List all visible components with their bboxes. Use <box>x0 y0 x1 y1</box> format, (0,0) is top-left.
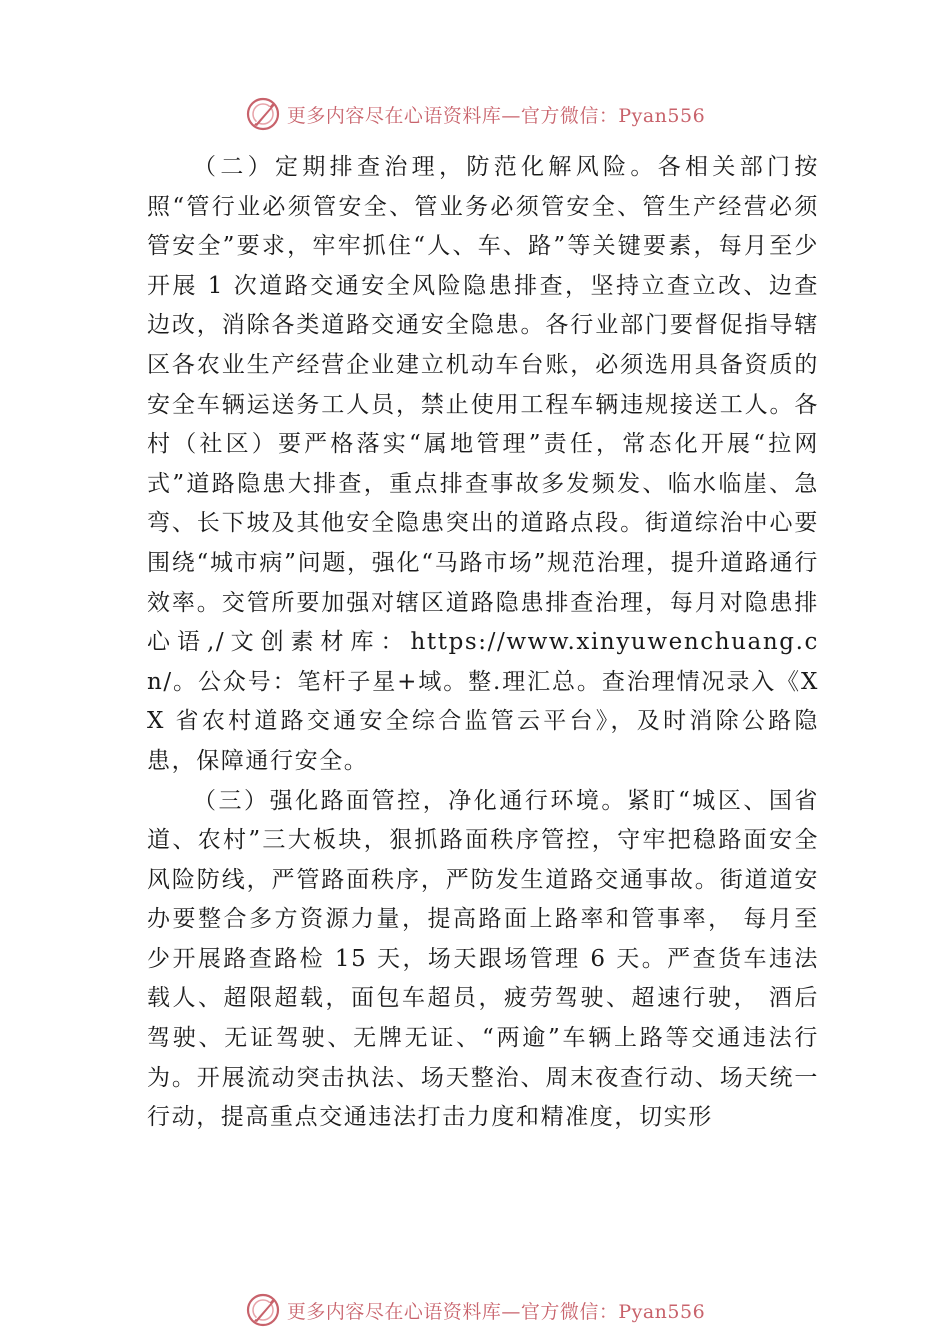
footer-banner <box>0 1290 950 1330</box>
header-banner-text: 更多内容尽在心语资料库—官方微信：Pyan556 <box>286 104 706 127</box>
footer-banner-text: 更多内容尽在心语资料库—官方微信：Pyan556 <box>286 1300 706 1323</box>
document-body <box>147 148 819 1138</box>
quill-logo-icon <box>245 1292 281 1328</box>
header-banner <box>0 94 950 134</box>
quill-logo-icon <box>245 96 281 132</box>
paragraph-road-control: （三）强化路面管控，净化通行环境。紧盯“城区、国省道、农村”三大板块，狠抓路面秩序管控，守牢把稳路面安全风险防线，严管路面秩序，严防发生道路交通事故。街道道安办要整合多方资源力量，提高路面上路率和管事率， 每月至少开展路查路检 15 天，场天跟场管理 6 天。严查货车违法载人、超限超载，面包车超员，疲劳驾驶、超速行驶， 酒后驾驶、无证驾驶、无牌无证、“两逾”车辆上路等交通违法行为。开展流动突击执法、场天整治、周末夜查行动、场天统一行动，提高重点交通违法打击力度和精准度，切实形 <box>147 787 819 1131</box>
paragraph-routine-inspection: （二）定期排查治理，防范化解风险。各相关部门按照“管行业必须管安全、管业务必须管安全、管生产经营必须管安全”要求，牢牢抓住“人、车、路”等关键要素，每月至少开展 1 次道路交通安全风险隐患排查，坚持立查立改、边查边改，消除各类道路交通安全隐患。各行业部门要督促指导辖区各农业生产经营企业建立机动车台账，必须选用具备资质的安全车辆运送务工人员，禁止使用工程车辆违规接送工人。各村（社区）要严格落实“属地管理”责任，常态化开展“拉网式”道路隐患大排查，重点排查事故多发频发、临水临崖、急弯、长下坡及其他安全隐患突出的道路点段。街道综治中心要围绕“城市病”问题，强化“马路市场”规范治理，提升道路通行效率。交管所要加强对辖区道路隐患排查治理，每月对隐患排心语,/文创素材库：https://www.xinyuwenchuang.cn/。公众号：笔杆子星+域。整.理汇总。查治理情况录入《XX 省农村道路交通安全综合监管云平台》，及时消除公路隐患，保障通行安全。 <box>147 154 819 774</box>
